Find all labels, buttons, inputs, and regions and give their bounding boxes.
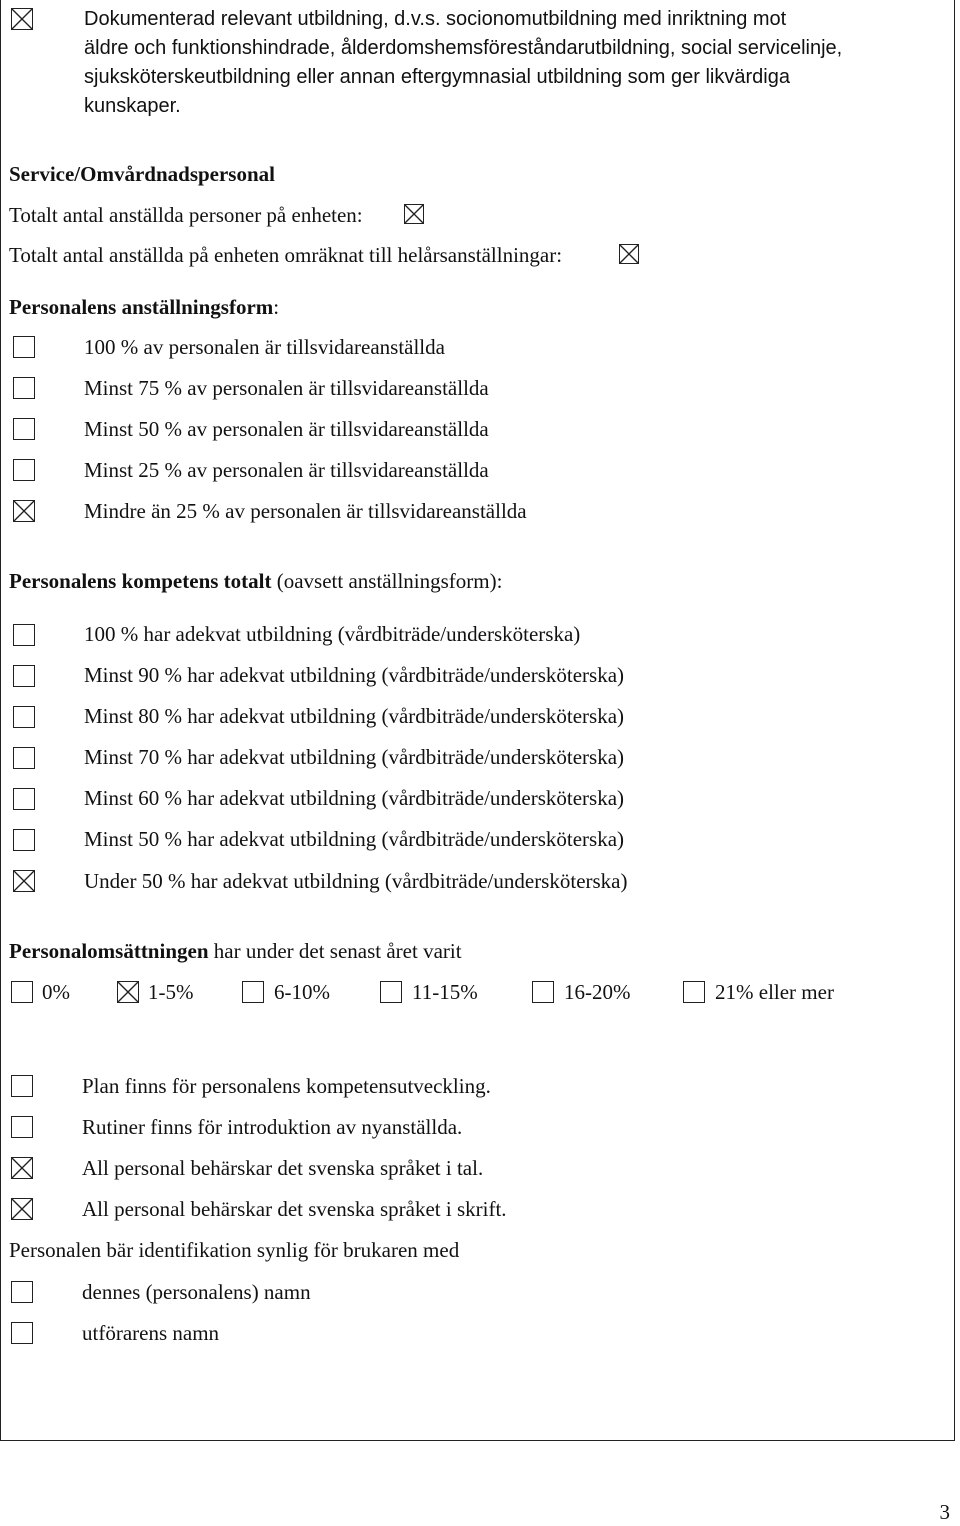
statement-label: Plan finns för personalens kompetensutveckling. bbox=[82, 1074, 491, 1098]
employment-option-label: 100 % av personalen är tillsvidareanställda bbox=[84, 335, 445, 359]
competence-option-checkbox[interactable] bbox=[13, 624, 35, 646]
employment-option-checkbox[interactable] bbox=[13, 336, 35, 358]
competence-option-label: Minst 50 % har adekvat utbildning (vårdbiträde/undersköterska) bbox=[84, 827, 625, 851]
competence-option-label: 100 % har adekvat utbildning (vårdbiträde/undersköterska) bbox=[84, 622, 581, 646]
competence-option-checkbox[interactable] bbox=[13, 747, 35, 769]
turnover-option-checkbox[interactable] bbox=[532, 981, 554, 1003]
page-number: 3 bbox=[939, 1500, 950, 1524]
identification-option-label: dennes (personalens) namn bbox=[82, 1280, 311, 1304]
competence-heading bbox=[9, 569, 502, 594]
competence-heading-bold: Personalens kompetens totalt bbox=[9, 569, 272, 593]
employment-option-checkbox[interactable] bbox=[13, 459, 35, 481]
turnover-option-checkbox[interactable] bbox=[380, 981, 402, 1003]
turnover-option-label: 11-15% bbox=[412, 980, 478, 1004]
competence-option-checkbox[interactable] bbox=[13, 706, 35, 728]
competence-option-checkbox[interactable] bbox=[13, 665, 35, 687]
statement-label: Rutiner finns för introduktion av nyanställda. bbox=[82, 1115, 463, 1139]
identification-option-checkbox[interactable] bbox=[11, 1322, 33, 1344]
turnover-option-label: 16-20% bbox=[564, 980, 631, 1004]
statement-checkbox[interactable] bbox=[11, 1116, 33, 1138]
statement-checkbox[interactable] bbox=[11, 1157, 33, 1179]
fulltime-equivalents-checkbox[interactable] bbox=[619, 244, 639, 264]
employment-option-label: Minst 25 % av personalen är tillsvidareanställda bbox=[84, 458, 489, 482]
identification-option-label: utförarens namn bbox=[82, 1321, 220, 1345]
total-employees-checkbox[interactable] bbox=[404, 204, 424, 224]
turnover-option-checkbox[interactable] bbox=[117, 981, 139, 1003]
turnover-option-label: 0% bbox=[42, 980, 70, 1004]
statement-checkbox[interactable] bbox=[11, 1075, 33, 1097]
fulltime-equivalents-label: Totalt antal anställda på enheten omräknat till helårsanställningar: bbox=[9, 243, 563, 267]
employment-option-label: Mindre än 25 % av personalen är tillsvidareanställda bbox=[84, 499, 527, 523]
turnover-heading-rest: har under det senast året varit bbox=[208, 939, 462, 963]
competence-option-label: Minst 80 % har adekvat utbildning (vårdbiträde/undersköterska) bbox=[84, 704, 625, 728]
section-title: Service/Omvårdnadspersonal bbox=[9, 162, 275, 186]
competence-option-checkbox[interactable] bbox=[13, 788, 35, 810]
total-employees-row bbox=[9, 203, 363, 228]
employment-option-checkbox[interactable] bbox=[13, 500, 35, 522]
competence-option-checkbox[interactable] bbox=[13, 870, 35, 892]
education-checkbox[interactable] bbox=[11, 8, 33, 30]
competence-option-label: Under 50 % har adekvat utbildning (vårdbiträde/undersköterska) bbox=[84, 869, 628, 893]
turnover-option-checkbox[interactable] bbox=[683, 981, 705, 1003]
employment-option-checkbox[interactable] bbox=[13, 418, 35, 440]
turnover-option-checkbox[interactable] bbox=[242, 981, 264, 1003]
education-paragraph: Dokumenterad relevant utbildning, d.v.s. socionomutbildning med inriktning mot äldre och funktionshindrade, ålderdomshemsföreståndarutbildning, social servicelinje, sjuksköterskeutbildning eller annan eftergymnasial utbildning som ger likvärdiga kunskaper. bbox=[84, 8, 843, 117]
competence-heading-rest: (oavsett anställningsform): bbox=[271, 569, 503, 593]
turnover-option-label: 6-10% bbox=[274, 980, 330, 1004]
statement-label: All personal behärskar det svenska språket i skrift. bbox=[82, 1197, 507, 1221]
employment-option-label: Minst 75 % av personalen är tillsvidareanställda bbox=[84, 376, 489, 400]
employment-option-label: Minst 50 % av personalen är tillsvidareanställda bbox=[84, 417, 489, 441]
employment-option-checkbox[interactable] bbox=[13, 377, 35, 399]
identification-heading: Personalen bär identifikation synlig för brukaren med bbox=[9, 1238, 460, 1262]
competence-option-checkbox[interactable] bbox=[13, 829, 35, 851]
statement-checkbox[interactable] bbox=[11, 1198, 33, 1220]
total-employees-label: Totalt antal anställda personer på enheten: bbox=[9, 203, 363, 227]
employment-heading-bold: Personalens anställningsform bbox=[9, 295, 274, 319]
competence-option-label: Minst 90 % har adekvat utbildning (vårdbiträde/undersköterska) bbox=[84, 663, 625, 687]
turnover-option-label: 21% eller mer bbox=[715, 980, 834, 1004]
turnover-heading-bold: Personalomsättningen bbox=[9, 939, 209, 963]
employment-heading-rest: : bbox=[273, 295, 280, 319]
competence-option-label: Minst 60 % har adekvat utbildning (vårdbiträde/undersköterska) bbox=[84, 786, 625, 810]
turnover-option-label: 1-5% bbox=[148, 980, 194, 1004]
employment-heading bbox=[9, 295, 279, 320]
turnover-option-checkbox[interactable] bbox=[11, 981, 33, 1003]
turnover-heading bbox=[9, 939, 462, 964]
identification-option-checkbox[interactable] bbox=[11, 1281, 33, 1303]
statement-label: All personal behärskar det svenska språket i tal. bbox=[82, 1156, 484, 1180]
fulltime-equivalents-row bbox=[9, 243, 562, 268]
competence-option-label: Minst 70 % har adekvat utbildning (vårdbiträde/undersköterska) bbox=[84, 745, 625, 769]
